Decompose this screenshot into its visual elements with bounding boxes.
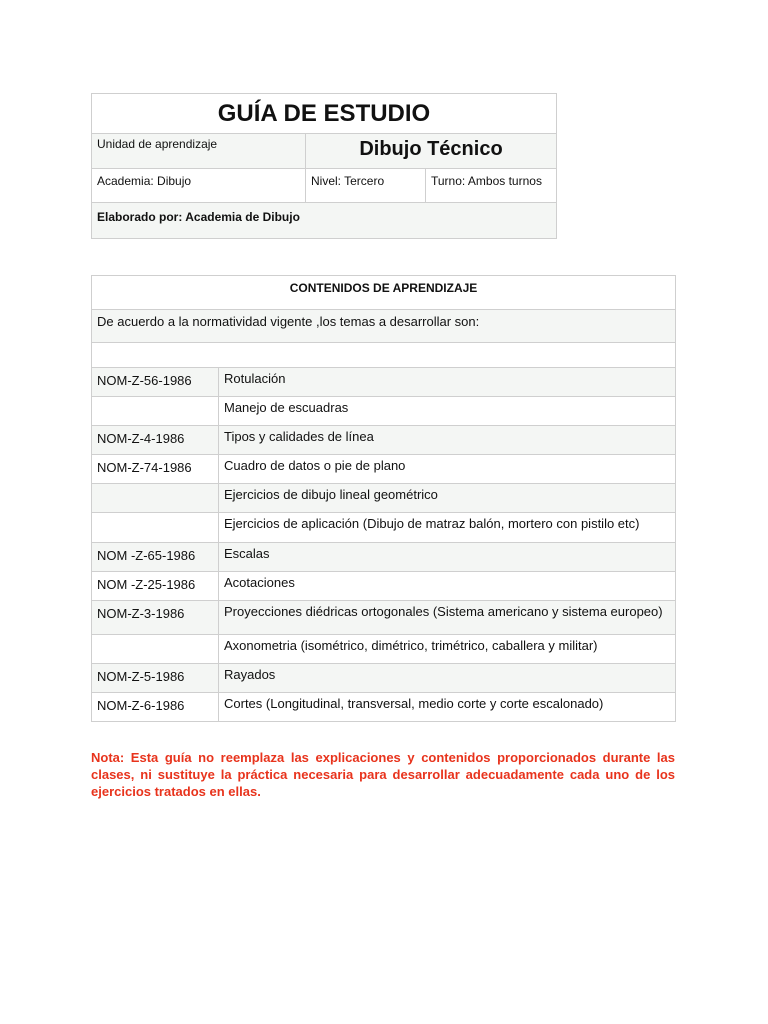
academy-cell: Academia: Dibujo (92, 169, 306, 203)
norm-code: NOM-Z-3-1986 (92, 601, 219, 635)
header-table (91, 93, 557, 239)
table-row (92, 397, 676, 426)
norm-code: NOM -Z-25-1986 (92, 572, 219, 601)
norm-code: NOM-Z-6-1986 (92, 693, 219, 722)
table-row (92, 572, 676, 601)
disclaimer-note: Nota: Esta guía no reemplaza las explicaciones y contenidos proporcionados durante las clases, ni sustituye la práctica necesaria para desarrollar adecuadamente cada uno de los ejercicios tratados en ellas. (91, 750, 675, 799)
unit-label: Unidad de aprendizaje (92, 134, 306, 169)
topic: Manejo de escuadras (219, 397, 676, 426)
table-row (92, 484, 676, 513)
topic: Cuadro de datos o pie de plano (219, 455, 676, 484)
norm-code: NOM-Z-74-1986 (92, 455, 219, 484)
norm-code: NOM-Z-5-1986 (92, 664, 219, 693)
contents-table (91, 275, 676, 722)
document-title: GUÍA DE ESTUDIO (92, 94, 557, 134)
norm-code (92, 484, 219, 513)
shift-cell: Turno: Ambos turnos (426, 169, 557, 203)
norm-code (92, 397, 219, 426)
topic: Ejercicios de aplicación (Dibujo de matraz balón, mortero con pistilo etc) (219, 513, 676, 543)
topic: Tipos y calidades de línea (219, 426, 676, 455)
topic: Proyecciones diédricas ortogonales (Sistema americano y sistema europeo) (219, 601, 676, 635)
topic: Acotaciones (219, 572, 676, 601)
table-row (92, 635, 676, 664)
table-row (92, 543, 676, 572)
norm-code: NOM -Z-65-1986 (92, 543, 219, 572)
prepared-by-cell: Elaborado por: Academia de Dibujo (92, 203, 557, 239)
topic: Rotulación (219, 368, 676, 397)
contents-intro: De acuerdo a la normatividad vigente ,los temas a desarrollar son: (92, 310, 676, 343)
contents-title: CONTENIDOS DE APRENDIZAJE (92, 276, 676, 310)
table-row (92, 368, 676, 397)
topic: Escalas (219, 543, 676, 572)
blank-row (92, 343, 676, 368)
table-row (92, 513, 676, 543)
norm-code: NOM-Z-4-1986 (92, 426, 219, 455)
norm-code (92, 635, 219, 664)
table-row (92, 601, 676, 635)
topic: Rayados (219, 664, 676, 693)
topic: Ejercicios de dibujo lineal geométrico (219, 484, 676, 513)
level-cell: Nivel: Tercero (306, 169, 426, 203)
table-row (92, 693, 676, 722)
table-row (92, 455, 676, 484)
norm-code (92, 513, 219, 543)
unit-value: Dibujo Técnico (306, 134, 557, 169)
table-row (92, 664, 676, 693)
topic: Axonometria (isométrico, dimétrico, trimétrico, caballera y militar) (219, 635, 676, 664)
table-row (92, 426, 676, 455)
topic: Cortes (Longitudinal, transversal, medio corte y corte escalonado) (219, 693, 676, 722)
norm-code: NOM-Z-56-1986 (92, 368, 219, 397)
